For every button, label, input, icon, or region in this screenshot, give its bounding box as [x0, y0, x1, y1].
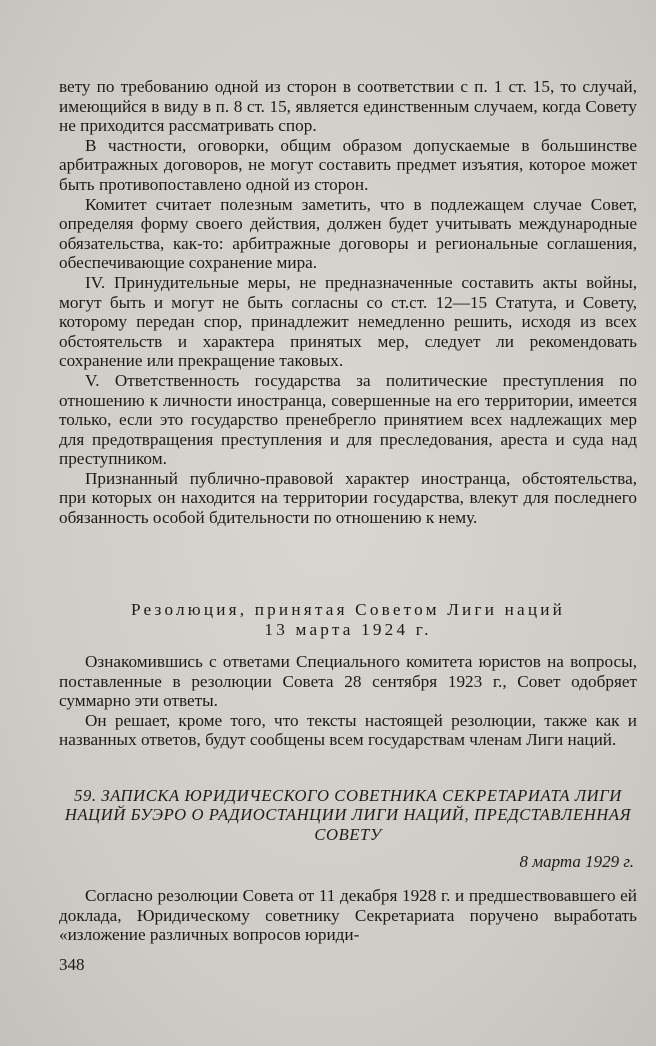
paragraph: Комитет считает полезным заметить, что в подлежащем случае Совет, определяя форму своего действия, должен будет учитывать международные обязательства, как-то: арбитражные договоры и региональные соглашения, обеспечивающие сохранение мира. [59, 194, 637, 273]
page-number: 348 [59, 955, 85, 974]
paragraph: В частности, оговорки, общим образом допускаемые в большинстве арбитражных договоров, не могут составить предмет изъятия, которое может быть противопоставлено одной из сторон. [59, 135, 637, 194]
paragraph: Признанный публично-правовой характер иностранца, обстоятельства, при которых он находится на территории государства, влекут для последнего обязанность особой бдительности по отношению к нему. [59, 468, 637, 528]
paragraph: Ознакомившись с ответами Специального комитета юристов на вопросы, поставленные в резолюции Совета 28 сентября 1923 г., Совет одобряет суммарно эти ответы. [59, 652, 637, 711]
resolution-heading [59, 600, 637, 640]
paragraph: IV. Принудительные меры, не предназначенные составить акты войны, могут быть и могут не быть согласны со ст.ст. 12—15 Статута, и Совету, которому передан спор, принадлежит немедленно решить, исходя из всех обстоятельств и характера принятых мер, следует ли рекомендовать сохранение или прекращение таковых. [59, 272, 637, 371]
document-title: 59. ЗАПИСКА ЮРИДИЧЕСКОГО СОВЕТНИКА СЕКРЕТАРИАТА ЛИГИ НАЦИЙ БУЭРО О РАДИОСТАНЦИИ ЛИГИ НАЦИЙ, ПРЕДСТАВЛЕННАЯ СОВЕТУ [64, 786, 632, 844]
resolution-text [59, 652, 637, 750]
paragraph: V. Ответственность государства за политические преступления по отношению к личности иностранца, совершенные на его территории, имеется только, если это государство пренебрегло принятием всех надлежащих мер для предотвращения преступления и для преследования, ареста и суда над преступником. [59, 370, 637, 469]
text-block-continuation [59, 77, 637, 528]
resolution-date: 13 марта 1924 г. [264, 620, 432, 639]
paragraph: Он решает, кроме того, что тексты настоящей резолюции, также как и названных ответов, будут сообщены всем государствам членам Лиги наций. [59, 710, 637, 750]
document-text [59, 886, 637, 945]
paragraph: вету по требованию одной из сторон в соответствии с п. 1 ст. 15, то случай, имеющийся в виду в п. 8 ст. 15, является единственным случаем, когда Совету не приходится рассматривать спор. [59, 77, 637, 136]
paragraph: Согласно резолюции Совета от 11 декабря 1928 г. и предшествовавшего ей доклада, Юридическому советнику Секретариата поручено выработать «изложение различных вопросов юриди- [59, 886, 637, 945]
resolution-title: Резолюция, принятая Советом Лиги наций [130, 600, 566, 619]
document-date: 8 марта 1929 г. [519, 852, 634, 871]
